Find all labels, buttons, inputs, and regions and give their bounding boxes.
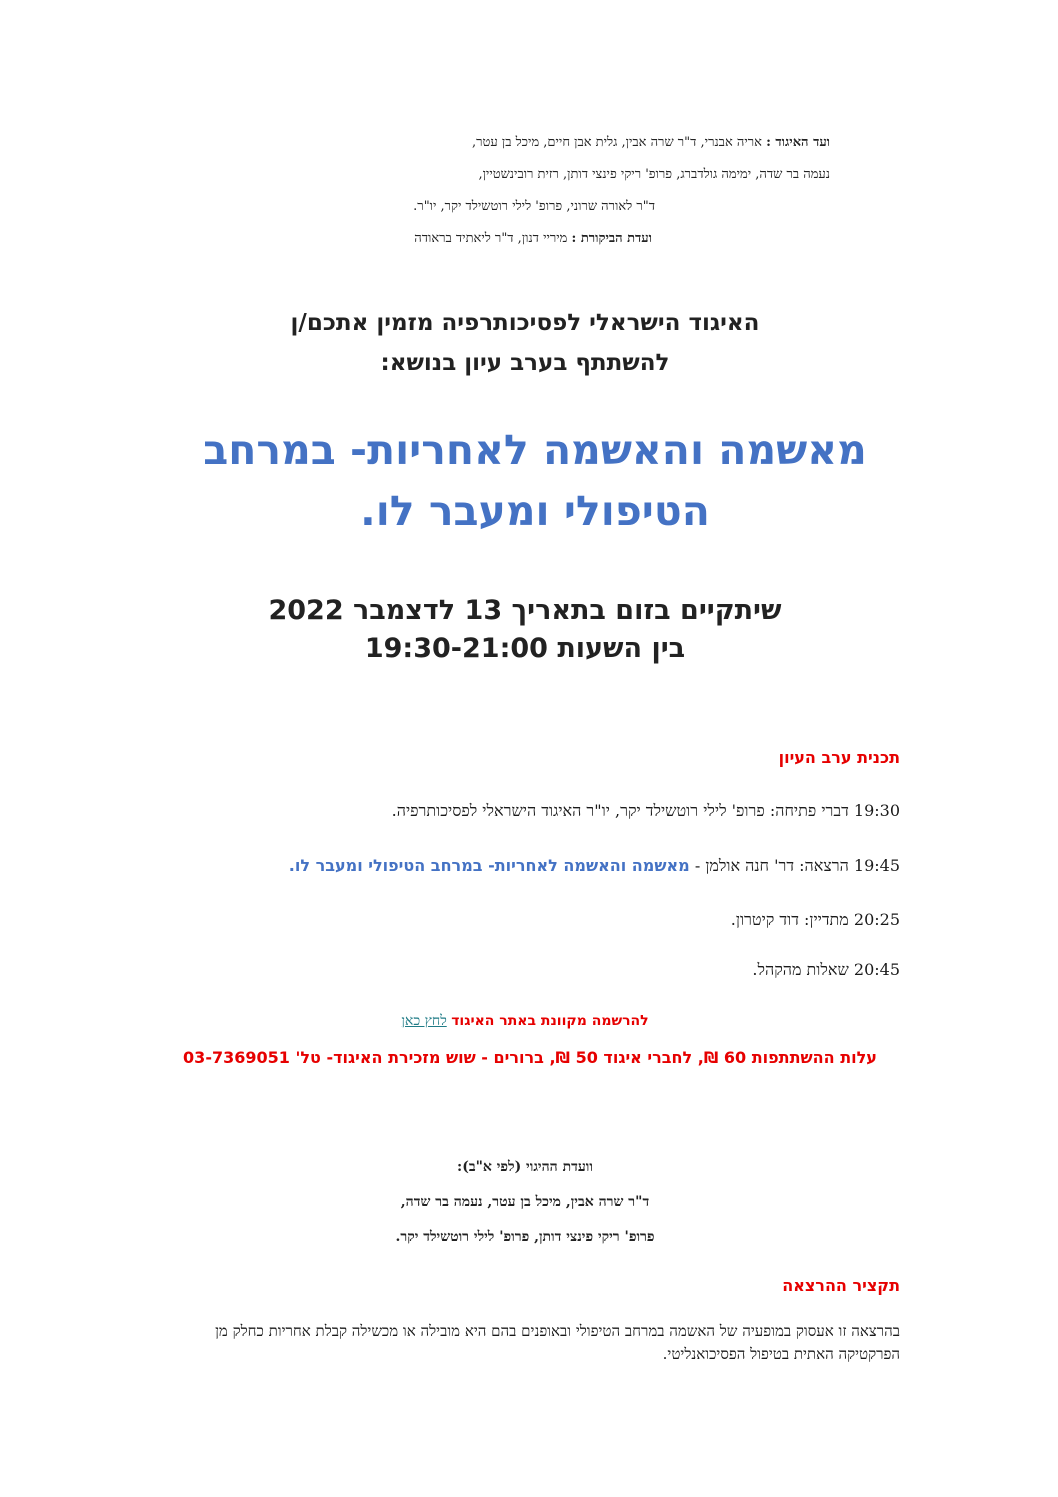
event-date: שיתקיים בזום בתאריך 13 לדצמבר 2022 [268, 595, 782, 626]
invitation-line-1: האיגוד הישראלי לפסיכותרפיה מזמין אתכם/ן [290, 310, 760, 336]
program-item-text: הרצאה: דר' חנה אולמן - [694, 856, 849, 875]
committee-line-2: נעמה בר שדה, ימימה גולדברג, פרופ' ריקי פינצי דותן, רזית רובינשטיין, [478, 167, 830, 182]
event-title-line-1: מאשמה והאשמה לאחריות- במרחב [203, 426, 867, 474]
program-item-text: דברי פתיחה: פרופ' לילי רוטשילד יקר, יו"ר האיגוד הישראלי לפסיכותרפיה. [391, 801, 849, 820]
committee-line-1 [170, 127, 830, 159]
committee-members-1: אריה אבנרי, ד"ר שרה אבין, גלית אבן חיים, מיכל בן עטר, [472, 135, 762, 150]
event-date-time [160, 592, 890, 668]
program-item-text: שאלות מהקהל. [752, 960, 849, 979]
organizing-committee-line-1: ד"ר שרה אבין, מיכל בן עטר, נעמה בר שדה, [400, 1194, 650, 1210]
audit-committee-label: ועדת הביקורת : [571, 231, 652, 246]
committee-label: ועד האיגוד : [766, 135, 830, 150]
program-item-time: 20:25 [853, 910, 900, 929]
event-title-line-2: הטיפולי ומעבר לו. [360, 487, 710, 535]
program-item-time: 19:30 [853, 801, 900, 820]
registration-text: להרשמה מקוונת באתר האיגוד [451, 1013, 649, 1029]
event-title [120, 420, 950, 542]
organizing-committee [160, 1150, 890, 1255]
program-item [731, 910, 900, 930]
organizing-committee-heading: וועדת ההיגוי (לפי א"ב): [457, 1159, 593, 1175]
abstract-text: בהרצאה זו אעסוק במופעיה של האשמה במרחב הטיפולי ובאופנים בהם היא מובילה או מכשילה קבלת אחריות כחלק מן הפרקטיקה האתית בטיפול הפסיכואנליטי. [215, 1322, 900, 1363]
invitation-text [160, 303, 890, 383]
invitation-line-2: להשתתף בערב עיון בנושא: [380, 350, 670, 376]
association-committee [170, 127, 830, 255]
program-heading: תכנית ערב העיון [778, 748, 900, 767]
program-item-time: 19:45 [853, 856, 900, 875]
committee-line-3: ד"ר לאורה שרוני, פרופ' לילי רוטשילד יקר, יו"ר. [413, 199, 655, 214]
lecture-title-highlight: מאשמה והאשמה לאחריות- במרחב הטיפולי ומעבר לו. [288, 856, 690, 875]
program-item [392, 801, 900, 821]
event-hours: בין השעות 19:30-21:00 [364, 633, 686, 664]
registration-line [160, 1013, 890, 1030]
program-item-text: מתדיין: דוד קיטרון. [730, 910, 849, 929]
program-item-time: 20:45 [853, 960, 900, 979]
audit-committee-line [170, 223, 830, 255]
organizing-committee-line-2: פרופ' ריקי פינצי דותן, פרופ' לילי רוטשילד יקר. [395, 1229, 655, 1245]
price-info: עלות ההשתתפות 60 ₪, לחברי איגוד 50 ₪, ברורים - שוש מזכירת האיגוד- טל' 03-7369051 [183, 1048, 877, 1067]
program-item [752, 960, 900, 980]
program-item [289, 856, 900, 876]
audit-committee-members: מיריי דנון, ד"ר ליאתיד בראודה [414, 231, 568, 246]
abstract-heading: תקציר ההרצאה [782, 1276, 900, 1295]
registration-link[interactable]: לחץ כאן [401, 1013, 447, 1029]
